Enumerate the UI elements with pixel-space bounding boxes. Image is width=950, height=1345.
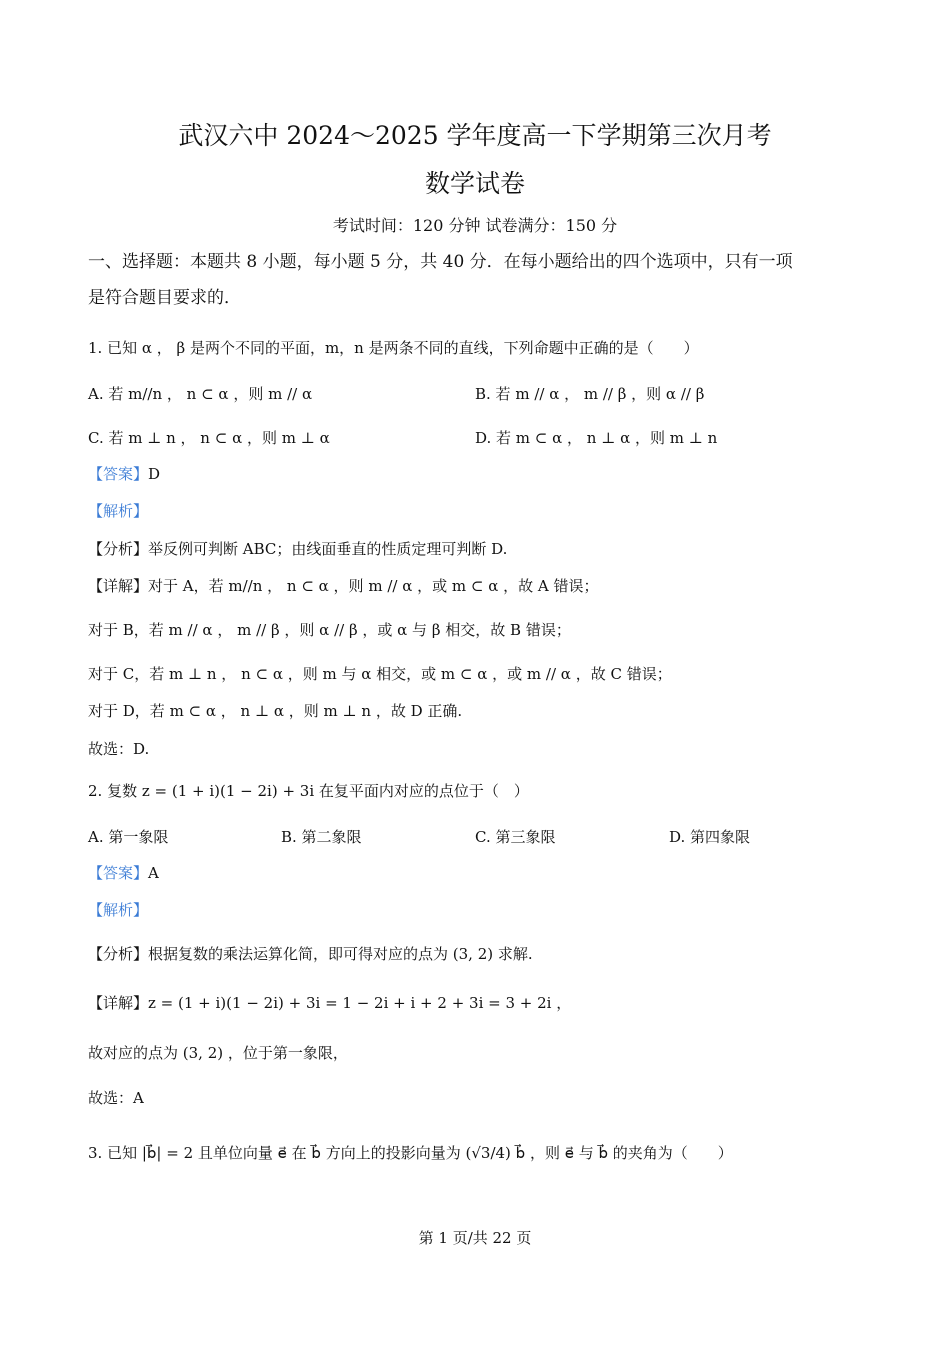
q2-answer bbox=[88, 863, 159, 883]
q2-stem: 2. 复数 z = (1 + i)(1 − 2i) + 3i 在复平面内对应的点位于（ ） bbox=[88, 782, 529, 800]
exam-title: 武汉六中 2024～2025 学年度高一下学期第三次月考 bbox=[178, 121, 772, 150]
q1-option-a: A. 若 m//n ， n ⊂ α ，则 m // α bbox=[88, 385, 313, 403]
q1-stem: 1. 已知 α ， β 是两个不同的平面，m，n 是两条不同的直线，下列命题中正确的是（ ） bbox=[88, 339, 699, 357]
q1-answer bbox=[88, 464, 160, 484]
q1-detail-c: 对于 C，若 m ⊥ n ， n ⊂ α ，则 m 与 α 相交，或 m ⊂ α ，或 m // α ，故 C 错误； bbox=[88, 665, 672, 683]
q2-fenxi: 【分析】根据复数的乘法运算化简，即可得对应的点为 (3, 2) 求解. bbox=[88, 945, 533, 963]
q3-stem: 3. 已知 |b⃗| = 2 且单位向量 e⃗ 在 b⃗ 方向上的投影向量为 (√3/4) b⃗ ，则 e⃗ 与 b⃗ 的夹角为（ ） bbox=[88, 1144, 733, 1162]
exam-subtitle: 数学试卷 bbox=[424, 169, 525, 198]
q1-option-c: C. 若 m ⊥ n ， n ⊂ α ，则 m ⊥ α bbox=[88, 429, 330, 447]
q1-option-d: D. 若 m ⊂ α ， n ⊥ α ，则 m ⊥ n bbox=[475, 429, 718, 447]
q1-detail-b: 对于 B，若 m // α ， m // β ，则 α // β ，或 α 与 β 相交，故 B 错误； bbox=[88, 621, 571, 639]
section-heading-line1: 一、选择题：本题共 8 小题，每小题 5 分，共 40 分．在每小题给出的四个选项中，只有一项 bbox=[88, 252, 793, 272]
q2-analysis-label: 【解析】 bbox=[88, 901, 149, 919]
q1-option-b: B. 若 m // α ， m // β ，则 α // β bbox=[475, 385, 705, 403]
q2-answer-label: 【答案】 bbox=[88, 864, 149, 882]
q1-answer-label: 【答案】 bbox=[88, 465, 149, 483]
q2-option-c: C. 第三象限 bbox=[475, 828, 556, 846]
q1-fenxi: 【分析】举反例可判断 ABC；由线面垂直的性质定理可判断 D. bbox=[88, 540, 508, 558]
q2-option-d: D. 第四象限 bbox=[669, 828, 751, 846]
section-heading-line2: 是符合题目要求的． bbox=[88, 288, 241, 308]
q1-conclusion: 故选：D. bbox=[88, 740, 150, 758]
q2-detail-point: 故对应的点为 (3, 2) ，位于第一象限， bbox=[88, 1044, 348, 1062]
q2-option-a: A. 第一象限 bbox=[88, 828, 169, 846]
q1-detail-a: 【详解】对于 A，若 m//n ， n ⊂ α ，则 m // α ，或 m ⊂ α ，故 A 错误； bbox=[88, 577, 599, 595]
exam-info: 考试时间：120 分钟 试卷满分：150 分 bbox=[332, 216, 618, 235]
q1-detail-d: 对于 D，若 m ⊂ α ， n ⊥ α ，则 m ⊥ n ，故 D 正确. bbox=[88, 702, 463, 720]
page-footer: 第 1 页/共 22 页 bbox=[418, 1229, 532, 1247]
q2-detail-calc: 【详解】z = (1 + i)(1 − 2i) + 3i = 1 − 2i + i + 2 + 3i = 3 + 2i ， bbox=[88, 994, 572, 1012]
q2-answer-value: A bbox=[148, 864, 159, 882]
q1-answer-value: D bbox=[148, 465, 161, 483]
q2-option-b: B. 第二象限 bbox=[281, 828, 362, 846]
q1-analysis-label: 【解析】 bbox=[88, 502, 149, 520]
q2-conclusion: 故选：A bbox=[88, 1089, 144, 1107]
